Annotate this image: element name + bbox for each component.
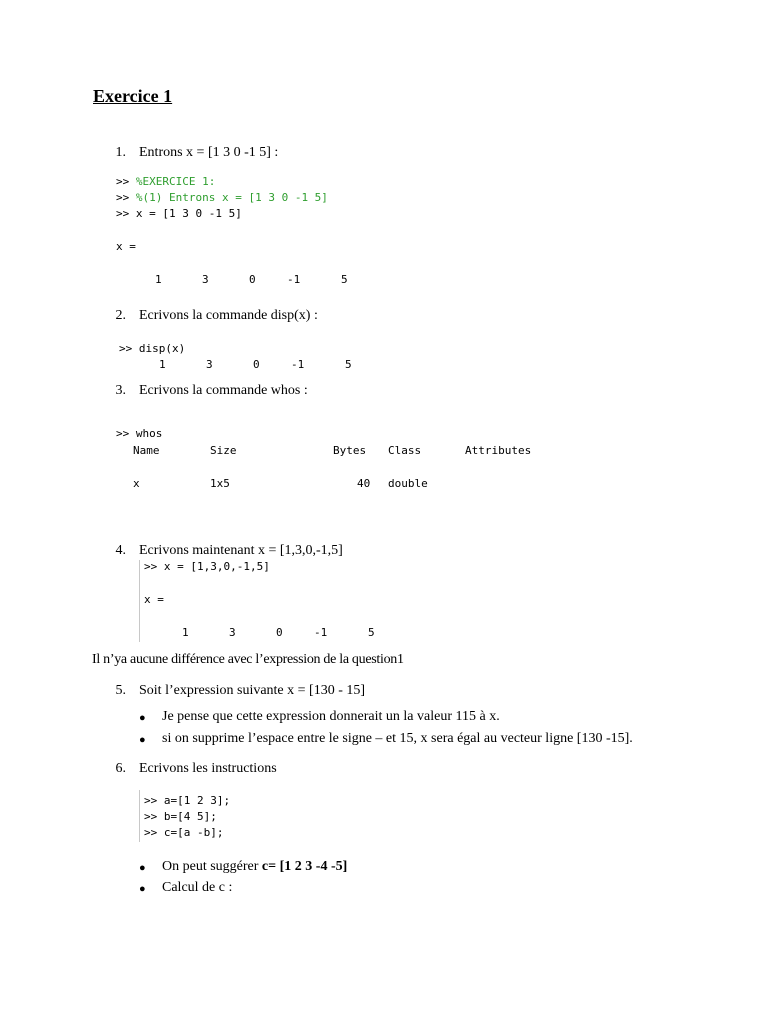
console-output-label: x = [116, 240, 136, 253]
list-item: Calcul de c : [162, 880, 233, 895]
question-5-number: 5. [115, 683, 126, 698]
whos-cell-size: 1x5 [210, 477, 230, 490]
whos-header-size: Size [210, 444, 237, 457]
console-comment: %(1) Entrons x = [1 3 0 -1 5] [135, 191, 328, 204]
output-value: -1 [291, 358, 305, 371]
bullet-icon: ● [139, 862, 146, 874]
output-value: -1 [314, 626, 328, 639]
suggestion-text: On peut suggérer [162, 859, 262, 874]
whos-header-bytes: Bytes [333, 444, 367, 457]
list-item [162, 859, 347, 875]
console-prompt: >> [116, 175, 136, 188]
console-line-comment-1 [116, 174, 215, 190]
question-1-number: 1. [115, 145, 126, 160]
output-value: 0 [276, 626, 283, 639]
output-value: 1 [155, 273, 162, 286]
question-6-number: 6. [115, 761, 126, 776]
output-value: 5 [368, 626, 375, 639]
list-item: Je pense que cette expression donnerait un la valeur 115 à x. [162, 709, 500, 724]
console-command: >> c=[a -b]; [144, 826, 224, 839]
output-value: -1 [287, 273, 301, 286]
console-command: >> a=[1 2 3]; [144, 794, 231, 807]
question-2-text: Ecrivons la commande disp(x) : [139, 308, 318, 323]
question-5-text: Soit l’expression suivante x = [130 - 15] [139, 683, 366, 698]
question-4-text: Ecrivons maintenant x = [1,3,0,-1,5] [139, 543, 343, 558]
output-value: 3 [202, 273, 209, 286]
bullet-icon: ● [139, 734, 146, 746]
output-value: 1 [182, 626, 189, 639]
whos-header-attributes: Attributes [465, 444, 532, 457]
page-title: Exercice 1 [93, 86, 173, 106]
question-4-number: 4. [115, 543, 126, 558]
bullet-icon: ● [139, 883, 146, 895]
output-value: 0 [249, 273, 256, 286]
question-6-text: Ecrivons les instructions [139, 761, 277, 776]
output-value: 5 [345, 358, 352, 371]
whos-cell-class: double [388, 477, 428, 490]
suggestion-value: c= [1 2 3 -4 -5] [261, 859, 348, 874]
output-value: 1 [159, 358, 166, 371]
console-output-label: x = [144, 593, 164, 606]
question-3-text: Ecrivons la commande whos : [139, 383, 308, 398]
console-command: >> b=[4 5]; [144, 810, 217, 823]
console-command: >> whos [116, 427, 163, 440]
console-comment: %EXERCICE 1: [135, 175, 216, 188]
output-value: 0 [253, 358, 260, 371]
console-command: >> disp(x) [119, 342, 186, 355]
whos-cell-name: x [133, 477, 140, 490]
whos-header-name: Name [133, 444, 160, 457]
console-border [139, 790, 140, 842]
console-command: >> x = [1 3 0 -1 5] [116, 207, 242, 220]
console-border [139, 560, 140, 642]
answer-note: Il n’ya aucune différence avec l’expression de la question1 [92, 652, 404, 667]
output-value: 5 [341, 273, 348, 286]
console-command: >> x = [1,3,0,-1,5] [144, 560, 270, 573]
console-line-comment-2 [116, 190, 328, 206]
question-2-number: 2. [115, 308, 126, 323]
whos-cell-bytes: 40 [357, 477, 371, 490]
bullet-icon: ● [139, 712, 146, 724]
output-value: 3 [206, 358, 213, 371]
console-prompt: >> [116, 191, 136, 204]
output-value: 3 [229, 626, 236, 639]
whos-header-class: Class [388, 444, 422, 457]
question-3-number: 3. [115, 383, 126, 398]
list-item: si on supprime l’espace entre le signe – et 15, x sera égal au vecteur ligne [130 -15]. [162, 731, 633, 746]
question-1-text: Entrons x = [1 3 0 -1 5] : [139, 145, 279, 160]
